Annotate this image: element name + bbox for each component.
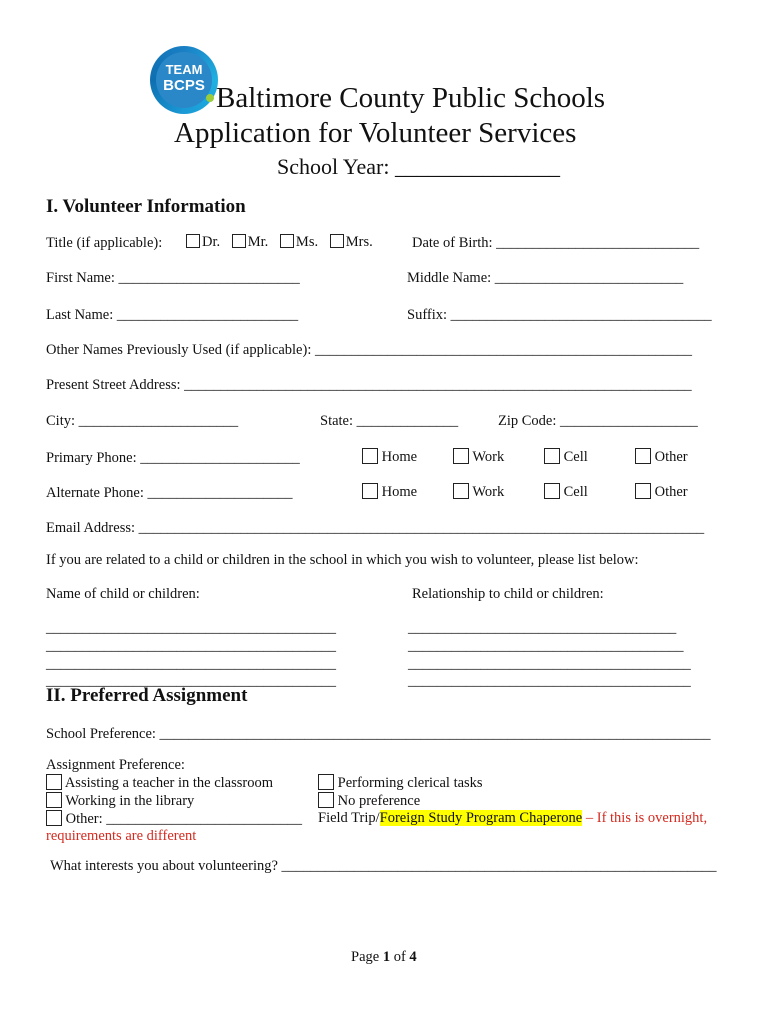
no-preference-checkbox[interactable]: No preference [318, 792, 420, 810]
primary-other-checkbox[interactable]: Other [635, 448, 688, 466]
street-address-field[interactable]: Present Street Address: ______________________________________________________________________ [46, 377, 692, 393]
relationship-line[interactable]: _______________________________________ [408, 673, 691, 689]
primary-home-checkbox[interactable]: Home [362, 448, 417, 466]
document-subtitle: Application for Volunteer Services [174, 117, 577, 149]
title-options [186, 234, 373, 251]
alternate-home-checkbox[interactable]: Home [362, 483, 417, 501]
suffix-field[interactable]: Suffix: ____________________________________ [407, 307, 712, 323]
first-name-field[interactable]: First Name: _________________________ [46, 270, 300, 286]
assisting-teacher-checkbox[interactable]: Assisting a teacher in the classroom [46, 774, 273, 792]
volunteering-interests-field[interactable]: What interests you about volunteering? ____________________________________________________________ [50, 858, 717, 874]
working-library-checkbox[interactable]: Working in the library [46, 792, 194, 810]
child-name-line[interactable]: ________________________________________ [46, 673, 336, 689]
child-name-line[interactable]: ________________________________________ [46, 656, 336, 672]
alternate-other-checkbox[interactable]: Other [635, 483, 688, 501]
related-child-prompt: If you are related to a child or children in the school in which you wish to volunteer, please list below: [46, 552, 639, 568]
relationship-line[interactable]: _____________________________________ [408, 620, 677, 636]
title-mr-checkbox[interactable]: Mr. [232, 234, 269, 250]
state-field[interactable]: State: ______________ [320, 413, 459, 429]
relationship-line[interactable]: _______________________________________ [408, 656, 691, 672]
assignment-preference-label: Assignment Preference: [46, 757, 185, 773]
page-number: Page 1 of 4 [351, 949, 417, 965]
primary-phone-field[interactable]: Primary Phone: ______________________ [46, 450, 300, 466]
field-trip-note-continued: requirements are different [46, 828, 197, 844]
document-title: Baltimore County Public Schools [216, 82, 606, 114]
school-year-field[interactable]: School Year: _______________ [277, 154, 560, 179]
middle-name-field[interactable]: Middle Name: __________________________ [407, 270, 684, 286]
logo-text-bcps: BCPS [163, 77, 205, 94]
relationship-label: Relationship to child or children: [412, 586, 604, 602]
school-preference-field[interactable]: School Preference: ____________________________________________________________________________ [46, 726, 711, 742]
child-name-line[interactable]: ________________________________________ [46, 638, 336, 654]
logo-text-team: TEAM [165, 62, 203, 77]
other-names-field[interactable]: Other Names Previously Used (if applicable): ____________________________________________________ [46, 342, 692, 358]
section-volunteer-information-heading: I. Volunteer Information [46, 196, 246, 217]
section-preferred-assignment-heading: II. Preferred Assignment [46, 685, 248, 706]
other-assignment-checkbox[interactable]: Other: ___________________________ [46, 810, 302, 828]
clerical-tasks-checkbox[interactable]: Performing clerical tasks [318, 774, 483, 792]
primary-cell-checkbox[interactable]: Cell [544, 448, 588, 466]
email-address-field[interactable]: Email Address: ______________________________________________________________________________ [46, 520, 705, 536]
field-trip-option [318, 810, 707, 827]
alternate-work-checkbox[interactable]: Work [453, 483, 504, 501]
title-label: Title (if applicable): [46, 235, 163, 251]
title-dr-checkbox[interactable]: Dr. [186, 234, 220, 250]
alternate-cell-checkbox[interactable]: Cell [544, 483, 588, 501]
primary-work-checkbox[interactable]: Work [453, 448, 504, 466]
child-name-line[interactable]: ________________________________________ [46, 620, 336, 636]
field-trip-highlight: Foreign Study Program Chaperone [379, 810, 583, 826]
field-trip-note: – If this is overnight, [582, 810, 708, 826]
last-name-field[interactable]: Last Name: _________________________ [46, 307, 299, 323]
alternate-phone-field[interactable]: Alternate Phone: ____________________ [46, 485, 293, 501]
field-trip-prefix: Field Trip/ [318, 810, 380, 826]
title-mrs-checkbox[interactable]: Mrs. [330, 234, 373, 250]
zip-code-field[interactable]: Zip Code: ___________________ [498, 413, 698, 429]
title-ms-checkbox[interactable]: Ms. [280, 234, 318, 250]
child-name-label: Name of child or children: [46, 586, 200, 602]
city-field[interactable]: City: ______________________ [46, 413, 239, 429]
relationship-line[interactable]: ______________________________________ [408, 638, 684, 654]
date-of-birth-field[interactable]: Date of Birth: ____________________________ [412, 235, 700, 251]
